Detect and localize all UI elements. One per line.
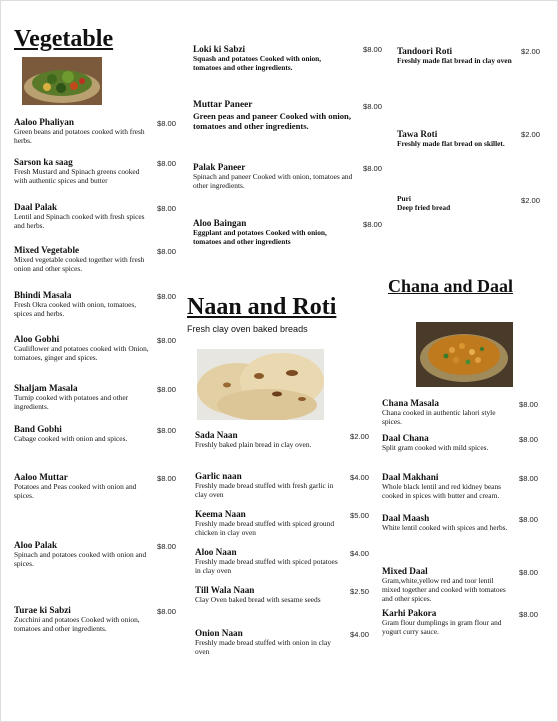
price-band-gobhi: $8.00 xyxy=(157,426,177,435)
price-turae-ki-sabzi: $8.00 xyxy=(157,607,177,616)
price-loki-ki-sabzi: $8.00 xyxy=(363,45,383,54)
menu-item-sada-naan: Sada Naan Freshly baked plain bread in clay oven. xyxy=(195,430,312,449)
menu-item-sarson-ka-saag: Sarson ka saag Fresh Mustard and Spinach greens cooked with authentic spices and butter xyxy=(14,157,140,185)
menu-item-till-wala-naan: Till Wala Naan Clay Oven baked bread with sesame seeds xyxy=(195,585,321,604)
menu-item-garlic-naan: Garlic naan Freshly made bread stuffed with fresh garlic in clay oven xyxy=(195,471,334,499)
price-sarson-ka-saag: $8.00 xyxy=(157,159,177,168)
price-keema-naan: $5.00 xyxy=(350,511,370,520)
price-aaloo-muttar: $8.00 xyxy=(157,474,177,483)
price-karhi-pakora: $8.00 xyxy=(519,610,539,619)
menu-item-turae-ki-sabzi: Turae ki Sabzi Zucchini and potatoes Cooked with onion, tomatoes and other ingredients. xyxy=(14,605,140,633)
price-bhindi-masala: $8.00 xyxy=(157,292,177,301)
price-palak-paneer: $8.00 xyxy=(363,164,383,173)
price-daal-makhani: $8.00 xyxy=(519,474,539,483)
price-aloo-baingan: $8.00 xyxy=(363,220,383,229)
menu-item-onion-naan: Onion Naan Freshly made bread stuffed with onion in clay oven xyxy=(195,628,331,656)
price-aaloo-phaliyan: $8.00 xyxy=(157,119,177,128)
menu-item-puri: Puri Deep fried bread xyxy=(397,194,451,212)
vegetable-heading: Vegetable xyxy=(14,26,114,52)
menu-item-bhindi-masala: Bhindi Masala Fresh Okra cooked with onion, tomatoes, spices and herbs. xyxy=(14,290,137,318)
menu-item-aloo-palak: Aloo Palak Spinach and potatoes cooked with onion and spices. xyxy=(14,540,147,568)
menu-item-mixed-vegetable: Mixed Vegetable Mixed vegetable cooked together with fresh onion and other spices. xyxy=(14,245,145,273)
menu-item-palak-paneer: Palak Paneer Spinach and paneer Cooked with onion, tomatoes and other ingredients. xyxy=(193,162,353,190)
menu-item-chana-masala: Chana Masala Chana cooked in authentic lahori style spices. xyxy=(382,398,496,426)
menu-item-mixed-daal: Mixed Daal Gram,white,yellow red and toor lentil mixed together and cooked with tomatoes and other spices. xyxy=(382,566,506,603)
menu-item-band-gobhi: Band Gobhi Cabage cooked with onion and spices. xyxy=(14,424,128,443)
menu-item-muttar-paneer: Muttar Paneer Green peas and paneer Cooked with onion, tomatoes and other ingredients. xyxy=(193,100,351,131)
naan-roti-subtitle: Fresh clay oven baked breads xyxy=(187,324,308,334)
chana-daal-heading: Chana and Daal xyxy=(388,276,514,296)
menu-item-aloo-baingan: Aloo Baingan Eggplant and potatoes Cooked with onion, tomatoes and other ingredients xyxy=(193,218,327,246)
price-onion-naan: $4.00 xyxy=(350,630,370,639)
price-garlic-naan: $4.00 xyxy=(350,473,370,482)
naan-bread-photo xyxy=(197,349,324,420)
menu-item-aaloo-phaliyan: Aaloo Phaliyan Green beans and potatoes cooked with fresh herbs. xyxy=(14,117,145,145)
menu-item-daal-makhani: Daal Makhani Whole black lentil and red kidney beans cooked in spices with butter and cream. xyxy=(382,472,502,500)
price-mixed-daal: $8.00 xyxy=(519,568,539,577)
menu-item-aloo-naan: Aloo Naan Freshly made bread stuffed with spiced potatoes in clay oven xyxy=(195,547,338,575)
price-tandoori-roti: $2.00 xyxy=(521,47,541,56)
menu-item-aaloo-muttar: Aaloo Muttar Potatoes and Peas cooked with onion and spices. xyxy=(14,472,137,500)
naan-roti-heading: Naan and Roti xyxy=(187,294,337,320)
menu-item-tawa-roti: Tawa Roti Freshly made flat bread on skillet. xyxy=(397,129,505,148)
price-sada-naan: $2.00 xyxy=(350,432,370,441)
vegetable-dish-photo xyxy=(22,57,102,105)
price-daal-palak: $8.00 xyxy=(157,204,177,213)
price-chana-masala: $8.00 xyxy=(519,400,539,409)
menu-item-tandoori-roti: Tandoori Roti Freshly made flat bread in clay oven xyxy=(397,46,512,65)
price-shaljam-masala: $8.00 xyxy=(157,385,177,394)
menu-item-aloo-gobhi: Aloo Gobhi Cauliflower and potatoes cooked with Onion, tomatoes, ginger and spices. xyxy=(14,334,149,362)
menu-item-daal-chana: Daal Chana Split gram cooked with mild spices. xyxy=(382,433,489,452)
menu-item-keema-naan: Keema Naan Freshly made bread stuffed with spiced ground chicken in clay oven xyxy=(195,509,335,537)
price-aloo-palak: $8.00 xyxy=(157,542,177,551)
price-tawa-roti: $2.00 xyxy=(521,130,541,139)
price-till-wala-naan: $2.50 xyxy=(350,587,370,596)
menu-item-shaljam-masala: Shaljam Masala Turnip cooked with potatoes and other ingredients. xyxy=(14,383,129,411)
menu-item-daal-maash: Daal Maash White lentil cooked with spices and herbs. xyxy=(382,513,508,532)
price-muttar-paneer: $8.00 xyxy=(363,102,383,111)
menu-item-loki-ki-sabzi: Loki ki Sabzi Squash and potatoes Cooked with onion, tomatoes and other ingredients. xyxy=(193,44,322,72)
price-aloo-naan: $4.00 xyxy=(350,549,370,558)
price-mixed-vegetable: $8.00 xyxy=(157,247,177,256)
menu-item-karhi-pakora: Karhi Pakora Gram flour dumplings in gram flour and yogurt curry sauce. xyxy=(382,608,502,636)
price-aloo-gobhi: $8.00 xyxy=(157,336,177,345)
price-puri: $2.00 xyxy=(521,196,541,205)
chana-dish-photo xyxy=(416,322,513,387)
price-daal-chana: $8.00 xyxy=(519,435,539,444)
price-daal-maash: $8.00 xyxy=(519,515,539,524)
menu-item-daal-palak: Daal Palak Lentil and Spinach cooked with fresh spices and herbs. xyxy=(14,202,145,230)
